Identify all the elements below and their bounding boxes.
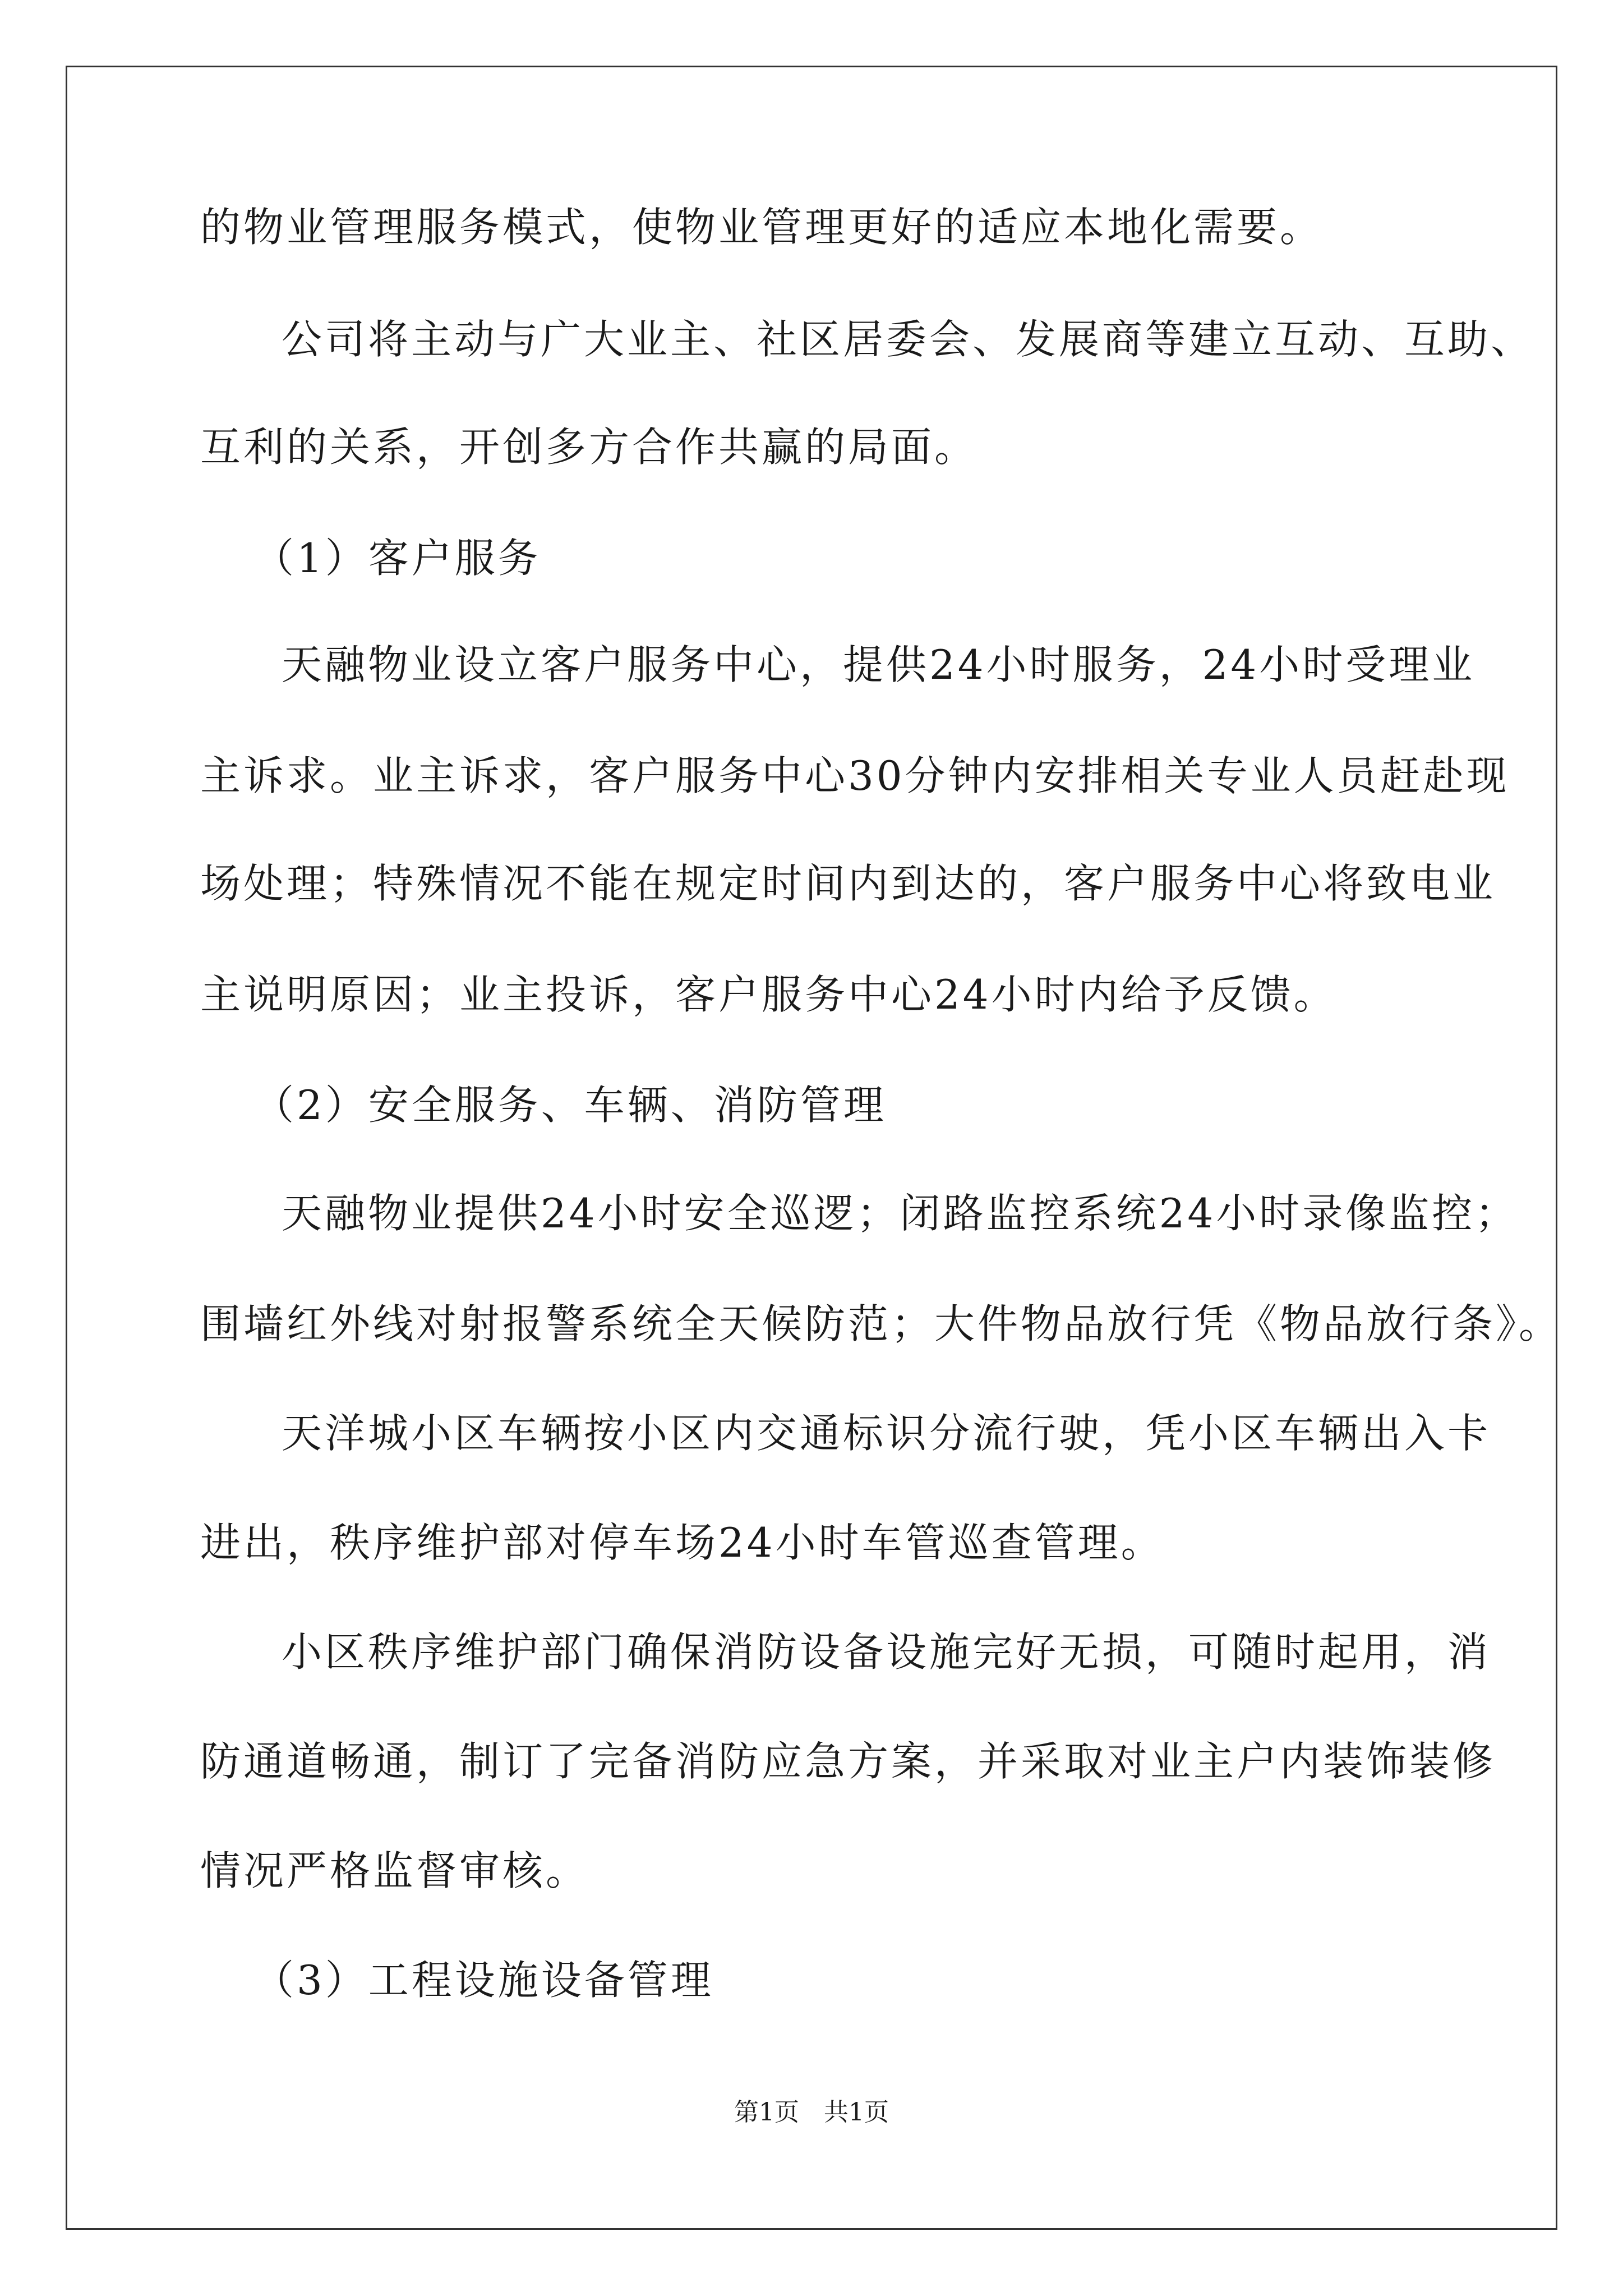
- paragraph-line: 天融物业提供24小时安全巡逻；闭路监控系统24小时录像监控；: [282, 1190, 1519, 1237]
- paragraph-line: 防通道畅通，制订了完备消防应急方案，并采取对业主户内装饰装修: [200, 1738, 1496, 1785]
- paragraph-line: 互利的关系，开创多方合作共赢的局面。: [200, 424, 978, 471]
- paragraph-line: 围墙红外线对射报警系统全天候防范；大件物品放行凭《物品放行条》。: [200, 1300, 1562, 1347]
- paragraph-line: 主诉求。业主诉求，客户服务中心30分钟内安排相关专业人员赶赴现: [200, 752, 1510, 799]
- paragraph-line: 场处理；特殊情况不能在规定时间内到达的，客户服务中心将致电业: [200, 860, 1496, 907]
- paragraph-line: 主说明原因；业主投诉，客户服务中心24小时内给予反馈。: [200, 971, 1337, 1018]
- paragraph-line: 天洋城小区车辆按小区内交通标识分流行驶，凭小区车辆出入卡: [282, 1410, 1491, 1457]
- section-heading: （2）安全服务、车辆、消防管理: [253, 1082, 887, 1129]
- section-heading: （1）客户服务: [253, 535, 541, 582]
- paragraph-line: 公司将主动与广大业主、社区居委会、发展商等建立互动、互助、: [282, 316, 1534, 363]
- page-footer: 第1页 共1页: [734, 2098, 889, 2127]
- paragraph-line: 的物业管理服务模式，使物业管理更好的适应本地化需要。: [200, 204, 1324, 251]
- paragraph-line: 情况严格监督审核。: [200, 1847, 589, 1894]
- section-heading: （3）工程设施设备管理: [253, 1957, 714, 2004]
- page-border: [66, 66, 1557, 2230]
- paragraph-line: 天融物业设立客户服务中心，提供24小时服务，24小时受理业: [282, 641, 1476, 688]
- paragraph-line: 进出，秩序维护部对停车场24小时车管巡查管理。: [200, 1519, 1164, 1566]
- paragraph-line: 小区秩序维护部门确保消防设备设施完好无损，可随时起用，消: [282, 1628, 1491, 1676]
